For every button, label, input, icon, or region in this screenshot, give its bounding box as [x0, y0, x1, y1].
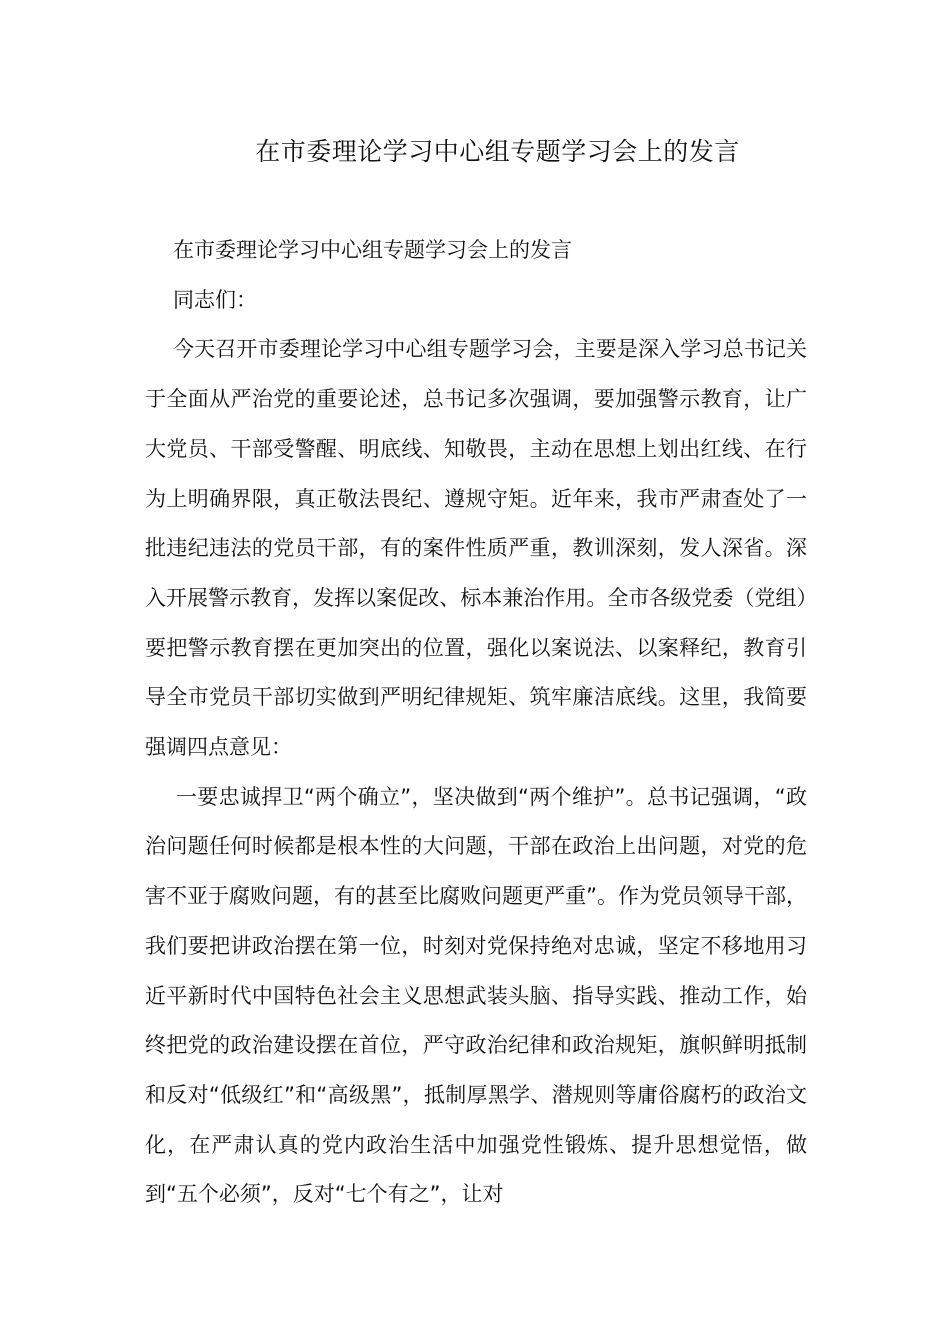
paragraph-subtitle: 在市委理论学习中心组专题学习会上的发言	[173, 238, 572, 262]
document-body	[145, 226, 807, 1220]
paragraph-point-one: 一要忠诚捍卫“两个确立”，坚决做到“两个维护”。总书记强调，“政治问题任何时候都是根本性的大问题，干部在政治上出问题，对党的危害不亚于腐败问题，有的甚至比腐败问题更严重”。作为党员领导干部，我们要把讲政治摆在第一位，时刻对党保持绝对忠诚，坚定不移地用习近平新时代中国特色社会主义思想武装头脑、指导实践、推动工作，始终把党的政治建设摆在首位，严守政治纪律和政治规矩，旗帜鲜明抵制和反对“低级红”和“高级黑”，抵制厚黑学、潜规则等庸俗腐朽的政治文化，在严肃认真的党内政治生活中加强党性锻炼、提升思想觉悟，做到“五个必须”，反对“七个有之”，让对	[145, 784, 807, 1207]
document-title: 在市委理论学习中心组专题学习会上的发言	[255, 137, 740, 166]
paragraph-intro: 今天召开市委理论学习中心组专题学习会，主要是深入学习总书记关于全面从严治党的重要论述，总书记多次强调，要加强警示教育，让广大党员、干部受警醒、明底线、知敬畏，主动在思想上划出红线、在行为上明确界限，真正敬法畏纪、遵规守矩。近年来，我市严肃查处了一批违纪违法的党员干部，有的案件性质严重，教训深刻，发人深省。深入开展警示教育，发挥以案促改、标本兼治作用。全市各级党委（党组）要把警示教育摆在更加突出的位置，强化以案说法、以案释纪，教育引导全市党员干部切实做到严明纪律规矩、筑牢廉洁底线。这里，我简要强调四点意见：	[145, 337, 807, 760]
paragraph-salutation: 同志们：	[173, 287, 257, 312]
